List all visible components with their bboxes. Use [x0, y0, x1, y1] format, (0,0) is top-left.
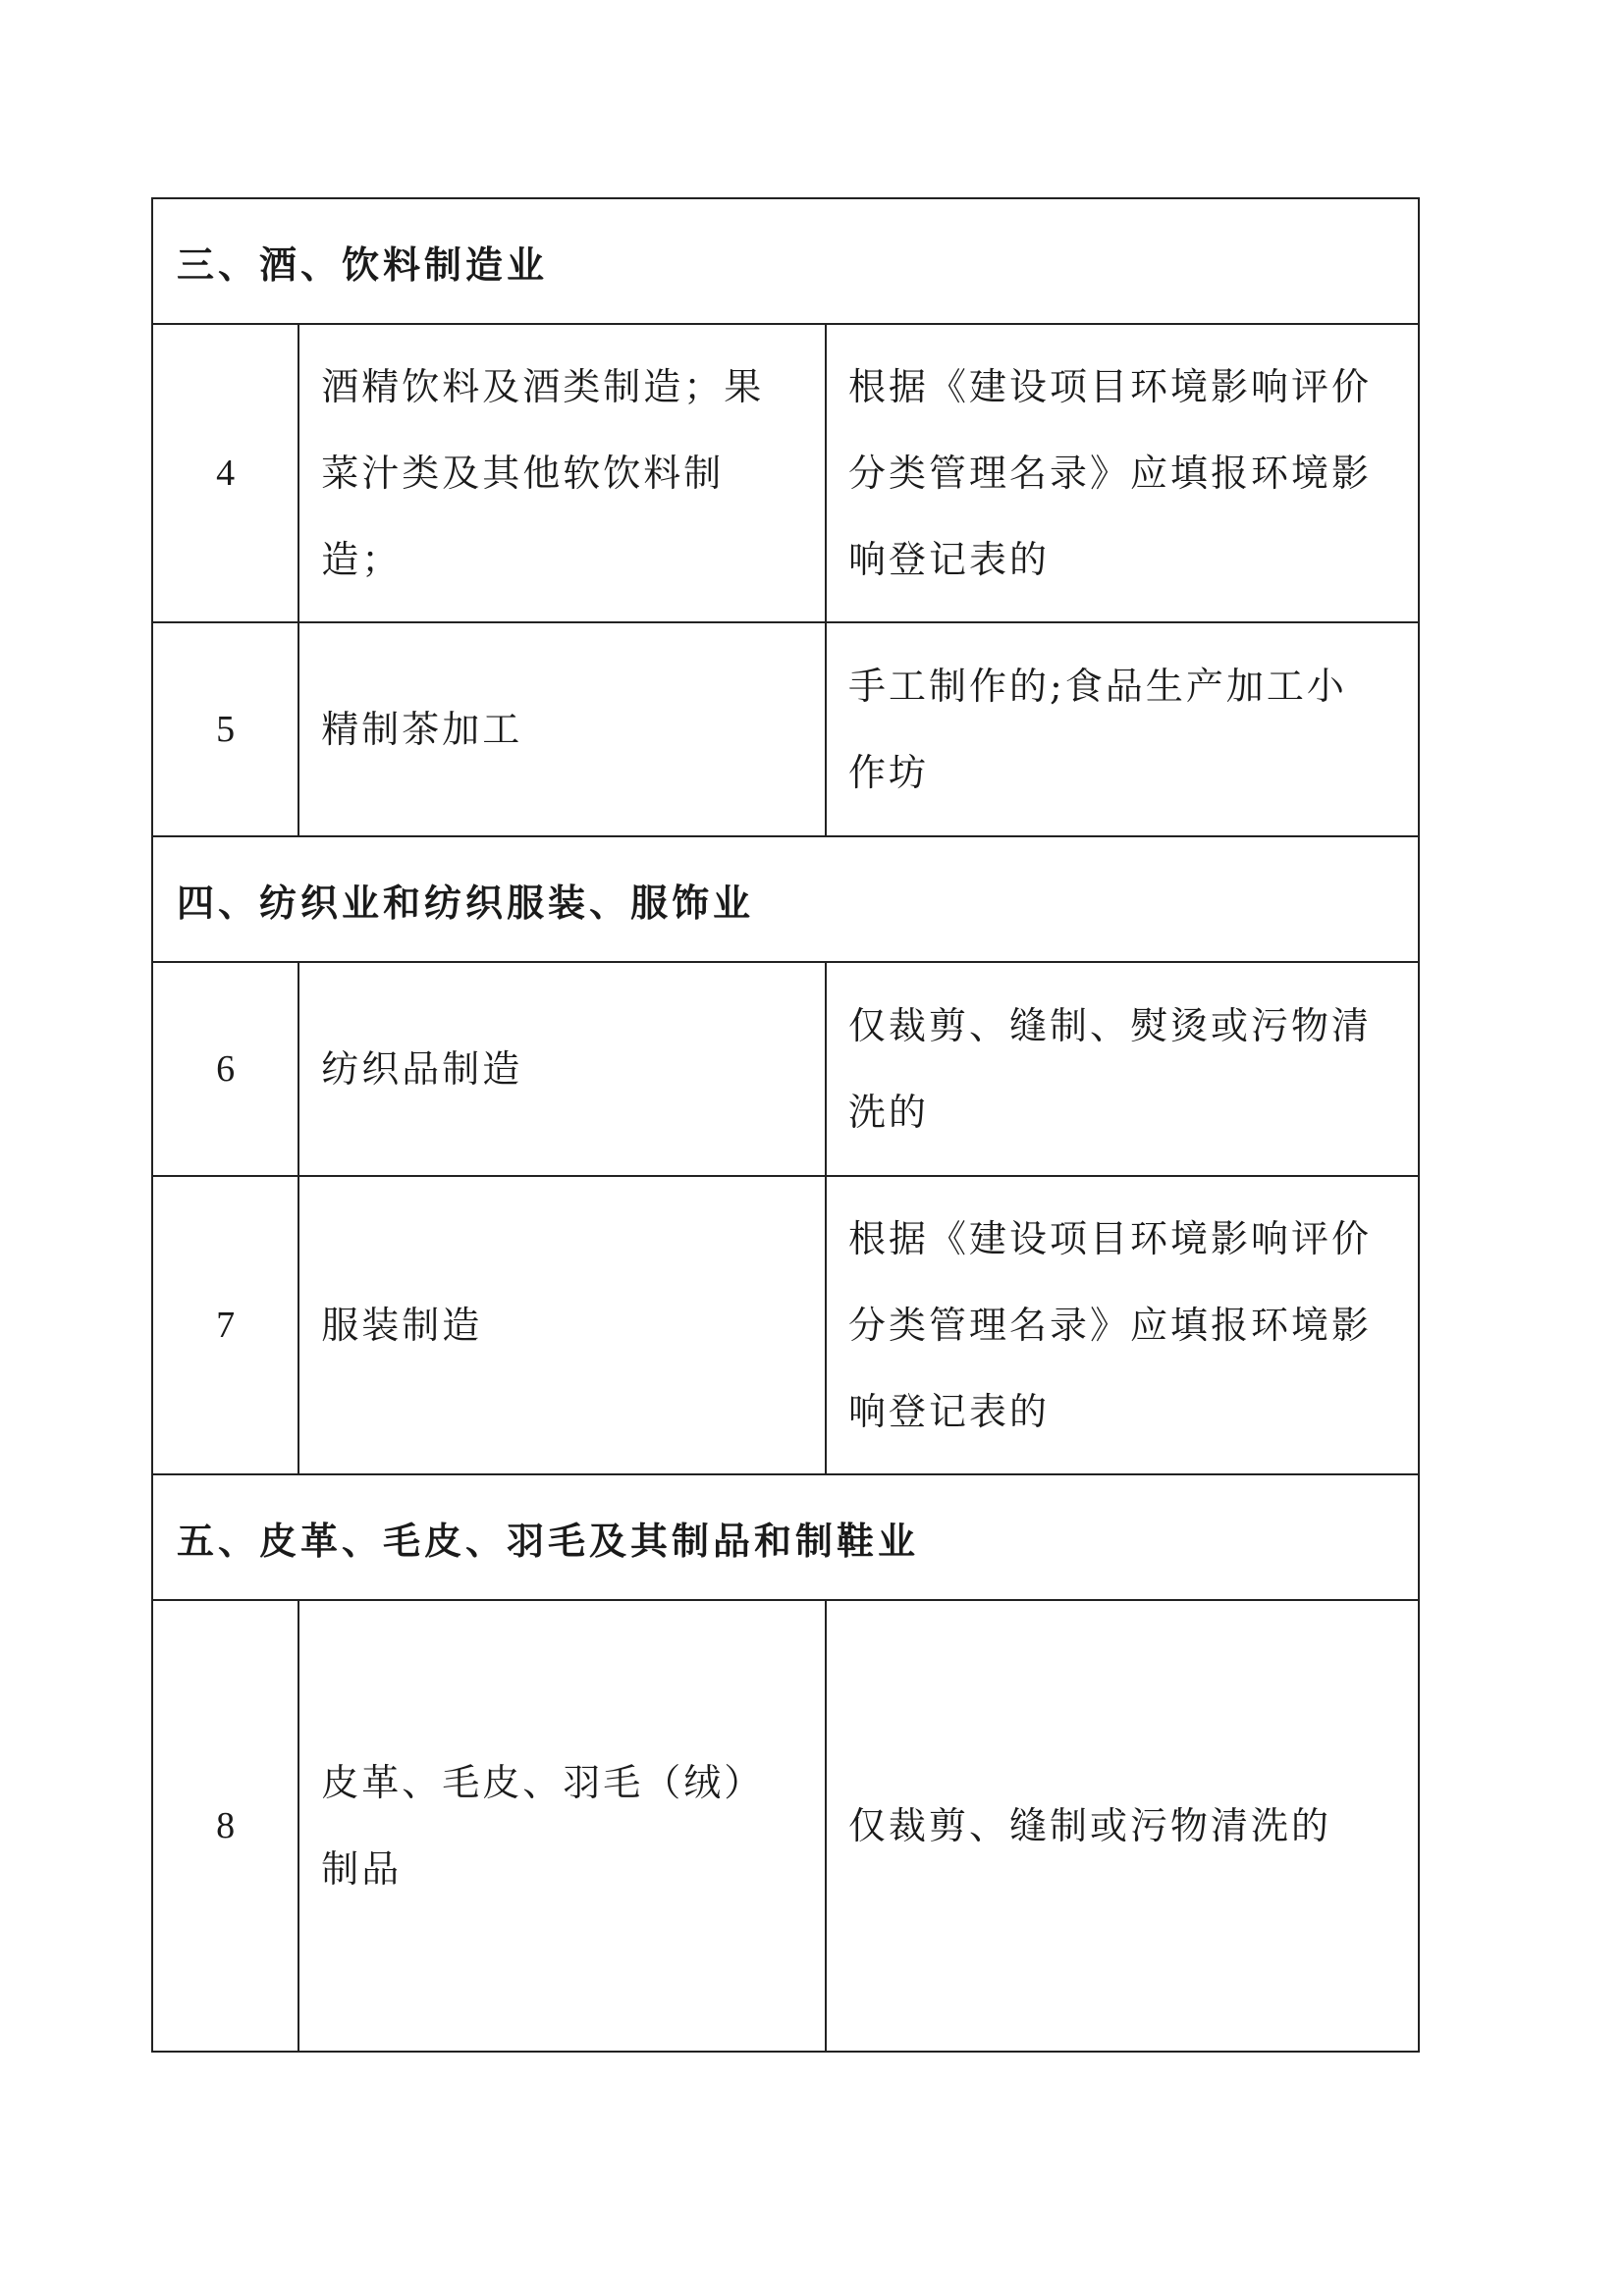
- section-row: [152, 836, 1419, 962]
- category-line: 造；: [321, 538, 403, 581]
- condition-cell: [826, 1176, 1419, 1474]
- condition-line: 分类管理名录》应填报环境影: [848, 1304, 1373, 1347]
- row-number: 8: [152, 1600, 298, 2052]
- condition-line: 根据《建设项目环境影响评价: [848, 1217, 1373, 1260]
- category-cell: [298, 324, 826, 622]
- row-number: 6: [152, 962, 298, 1176]
- category-cell: [298, 622, 826, 836]
- row-number: 5: [152, 622, 298, 836]
- row-number: 4: [152, 324, 298, 622]
- category-line: 酒精饮料及酒类制造；果: [321, 365, 765, 408]
- category-cell: [298, 962, 826, 1176]
- category-line: 精制茶加工: [321, 708, 523, 751]
- condition-line: 手工制作的;食品生产加工小: [848, 665, 1347, 708]
- condition-line: 响登记表的: [848, 538, 1051, 581]
- section-title: 四、纺织业和纺织服装、服饰业: [152, 836, 1419, 962]
- category-line: 菜汁类及其他软饮料制: [321, 452, 725, 495]
- condition-cell: [826, 622, 1419, 836]
- section-row: [152, 198, 1419, 324]
- section-title: 五、皮革、毛皮、羽毛及其制品和制鞋业: [152, 1474, 1419, 1600]
- category-cell: [298, 1176, 826, 1474]
- category-line: 服装制造: [321, 1304, 483, 1347]
- section-title: 三、酒、饮料制造业: [152, 198, 1419, 324]
- condition-line: 仅裁剪、缝制、熨烫或污物清: [848, 1004, 1373, 1047]
- table-row: [152, 622, 1419, 836]
- condition-line: 分类管理名录》应填报环境影: [848, 452, 1373, 495]
- condition-cell: [826, 1600, 1419, 2052]
- section-row: [152, 1474, 1419, 1600]
- condition-cell: [826, 324, 1419, 622]
- condition-cell: [826, 962, 1419, 1176]
- table-row: [152, 324, 1419, 622]
- condition-line: 作坊: [848, 751, 930, 794]
- category-line: 制品: [321, 1847, 403, 1891]
- category-cell: [298, 1600, 826, 2052]
- category-line: 皮革、毛皮、羽毛（绒）: [321, 1761, 765, 1804]
- condition-line: 洗的: [848, 1091, 930, 1134]
- condition-line: 根据《建设项目环境影响评价: [848, 365, 1373, 408]
- row-number: 7: [152, 1176, 298, 1474]
- table-row: [152, 1600, 1419, 2052]
- table-row: [152, 962, 1419, 1176]
- condition-line: 仅裁剪、缝制或污物清洗的: [848, 1804, 1332, 1847]
- category-line: 纺织品制造: [321, 1047, 523, 1091]
- table-row: [152, 1176, 1419, 1474]
- condition-line: 响登记表的: [848, 1390, 1051, 1433]
- industry-table: [151, 197, 1420, 2053]
